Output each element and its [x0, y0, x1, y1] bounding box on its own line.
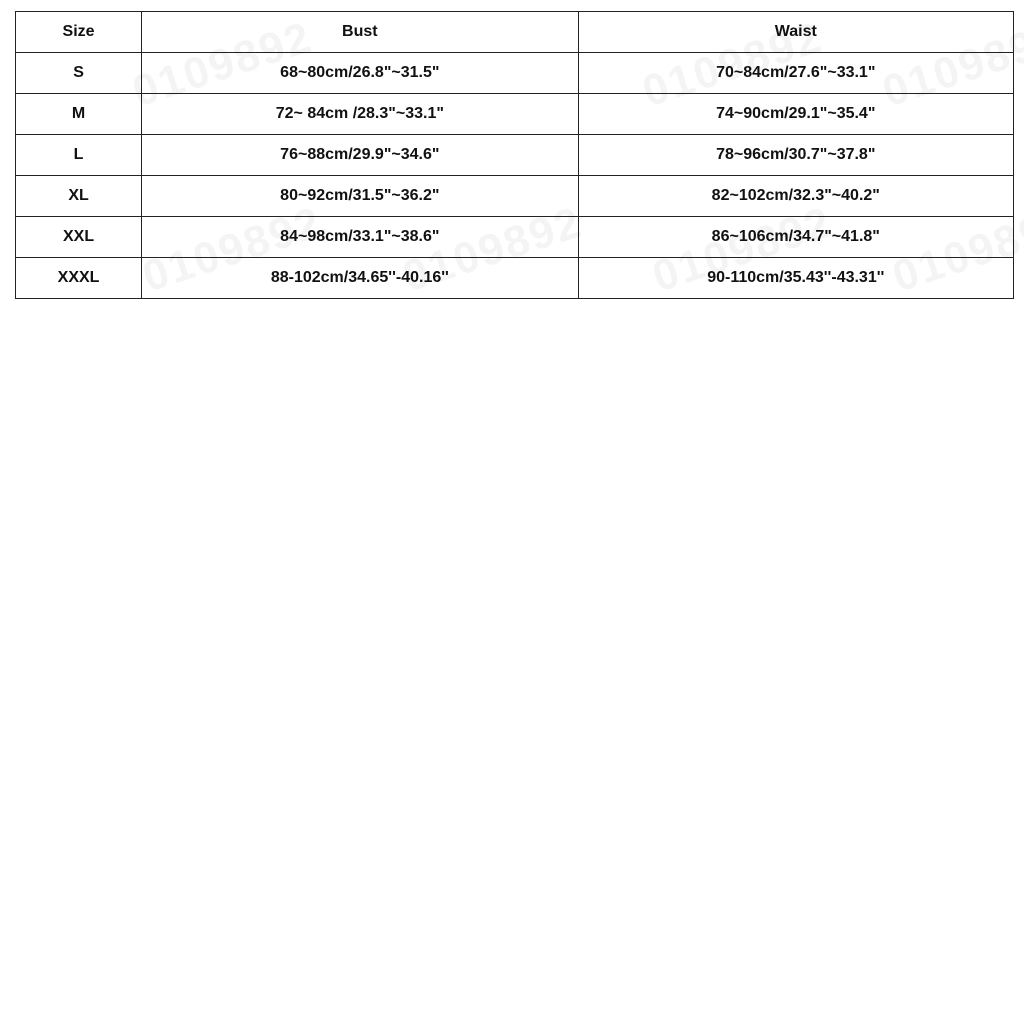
size-cell: XXL [16, 217, 142, 258]
bust-cell: 68~80cm/26.8"~31.5" [142, 53, 578, 94]
bust-cell: 88-102cm/34.65''-40.16'' [142, 258, 578, 299]
size-cell: XXXL [16, 258, 142, 299]
header-size: Size [16, 12, 142, 53]
table-header-row [16, 12, 1014, 53]
size-chart-table [15, 11, 1014, 299]
waist-cell: 74~90cm/29.1"~35.4" [578, 94, 1013, 135]
table-row [16, 135, 1014, 176]
header-bust: Bust [142, 12, 578, 53]
size-cell: S [16, 53, 142, 94]
size-cell: L [16, 135, 142, 176]
table-row [16, 258, 1014, 299]
table-row [16, 176, 1014, 217]
table-row [16, 217, 1014, 258]
bust-cell: 84~98cm/33.1"~38.6" [142, 217, 578, 258]
bust-cell: 80~92cm/31.5"~36.2" [142, 176, 578, 217]
waist-cell: 78~96cm/30.7"~37.8" [578, 135, 1013, 176]
size-cell: XL [16, 176, 142, 217]
waist-cell: 90-110cm/35.43''-43.31'' [578, 258, 1013, 299]
waist-cell: 82~102cm/32.3"~40.2" [578, 176, 1013, 217]
header-waist: Waist [578, 12, 1013, 53]
waist-cell: 70~84cm/27.6"~33.1" [578, 53, 1013, 94]
bust-cell: 72~ 84cm /28.3"~33.1" [142, 94, 578, 135]
table-row [16, 53, 1014, 94]
waist-cell: 86~106cm/34.7"~41.8" [578, 217, 1013, 258]
bust-cell: 76~88cm/29.9"~34.6" [142, 135, 578, 176]
size-cell: M [16, 94, 142, 135]
table-row [16, 94, 1014, 135]
